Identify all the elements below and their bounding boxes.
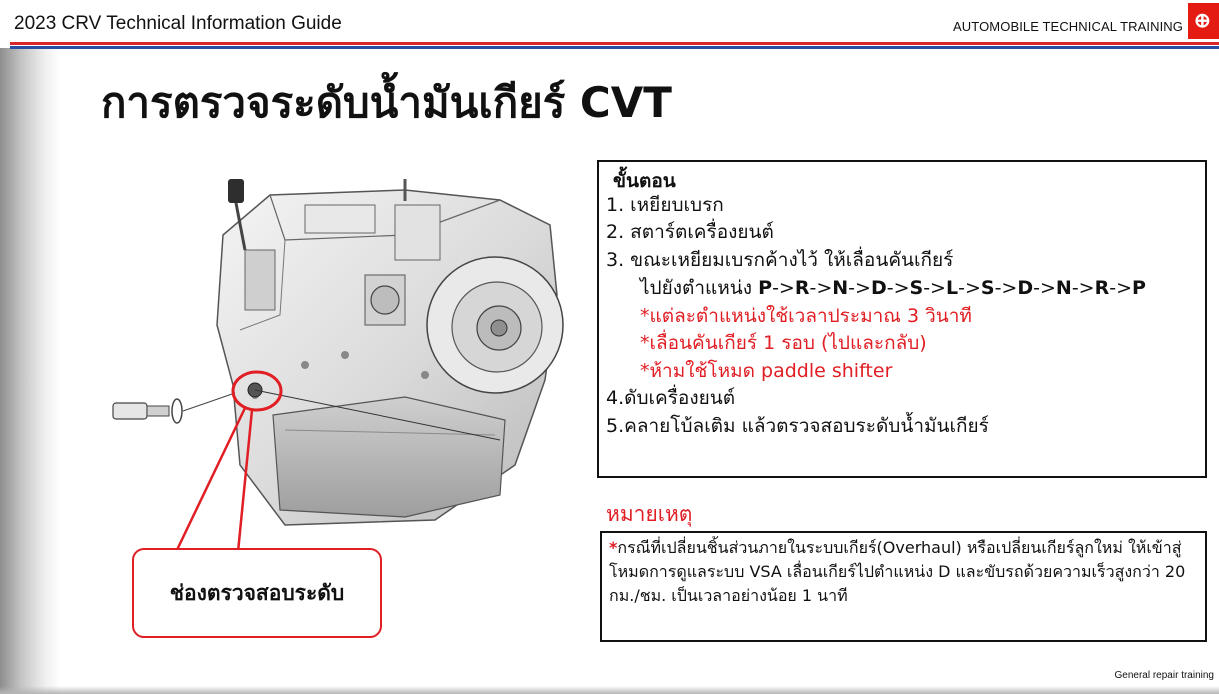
header-rule-blue — [10, 46, 1219, 49]
gear-position-9: R — [1094, 277, 1110, 299]
footer-text: General repair training — [1114, 670, 1214, 681]
gear-position-0: P — [758, 277, 773, 299]
gear-position-8: N — [1055, 277, 1072, 299]
header-title: 2023 CRV Technical Information Guide — [14, 13, 342, 34]
cvt-transmission-illustration — [105, 165, 565, 535]
step-3-gear-sequence — [640, 276, 1146, 300]
gear-position-6: S — [980, 277, 995, 299]
step-1: 1. เหยียบเบรก — [606, 194, 724, 216]
brand-logo-icon: ⊕ — [1188, 3, 1219, 39]
remark-text — [609, 536, 1199, 608]
gear-position-7: D — [1017, 277, 1034, 299]
gear-position-1: R — [794, 277, 810, 299]
remark-label: หมายเหตุ — [606, 502, 693, 526]
step-3-note-cycle: *เลื่อนคันเกียร์ 1 รอบ (ไปและกลับ) — [640, 332, 927, 354]
step-3-note-duration: *แต่ละตำแหน่งใช้เวลาประมาณ 3 วินาที — [640, 305, 972, 327]
page-title: การตรวจระดับน้ำมันเกียร์ CVT — [101, 78, 672, 127]
bottom-edge-shading — [0, 686, 1219, 694]
step-3-note-paddle: *ห้ามใช้โหมด paddle shifter — [640, 360, 893, 382]
gear-position-2: N — [832, 277, 849, 299]
gear-position-10: P — [1132, 277, 1146, 299]
remark-body: กรณีที่เปลี่ยนชิ้นส่วนภายในระบบเกียร์(Overhaul) หรือเปลี่ยนเกียร์ลูกใหม่ ให้เข้าสู่โหมดการดูแลระบบ VSA เลื่อนเกียร์ไปตำแหน่ง D และขับรถด้วยความเร็วสูงกว่า 20 กม./ชม. เป็นเวลาอย่างน้อย 1 นาที — [609, 538, 1186, 605]
step-5: 5.คลายโบ้ลเติม แล้วตรวจสอบระดับน้ำมันเกียร์ — [606, 415, 989, 437]
procedure-title: ขั้นตอน — [613, 170, 676, 192]
header-right-text: AUTOMOBILE TECHNICAL TRAINING — [953, 19, 1183, 34]
step-3: 3. ขณะเหยียมเบรกค้างไว้ ให้เลื่อนคันเกียร์ — [606, 249, 954, 271]
gear-sequence: P->R->N->D->S->L->S->D->N->R->P — [758, 277, 1146, 299]
inspection-hole-callout — [132, 548, 382, 638]
callout-label: ช่องตรวจสอบระดับ — [169, 580, 345, 605]
remark-star: * — [609, 538, 618, 557]
step-4: 4.ดับเครื่องยนต์ — [606, 387, 736, 409]
gear-position-3: D — [870, 277, 887, 299]
gear-position-5: L — [945, 277, 959, 299]
gear-position-4: S — [909, 277, 924, 299]
header-rule-red — [10, 42, 1219, 45]
left-edge-shading — [0, 48, 60, 694]
gear-sequence-prefix: ไปยังตำแหน่ง — [640, 277, 759, 299]
step-2: 2. สตาร์ตเครื่องยนต์ — [606, 221, 774, 243]
